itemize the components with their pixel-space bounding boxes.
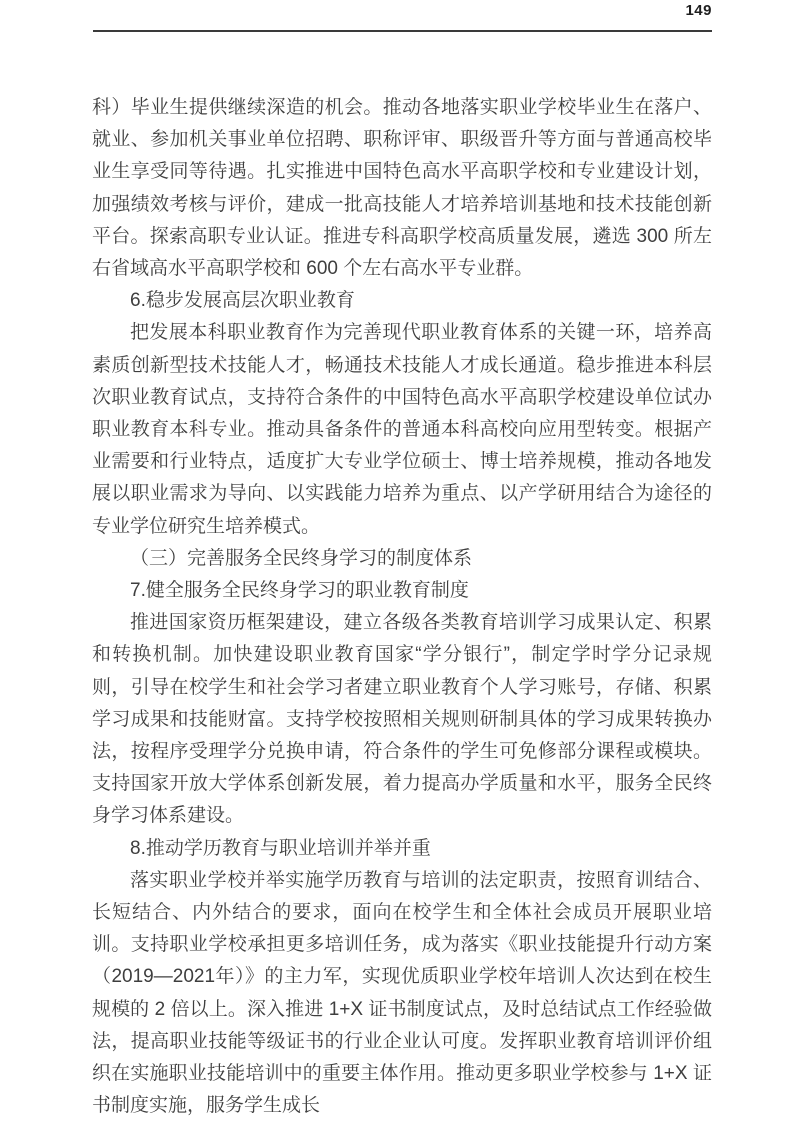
section-heading: 6.稳步发展高层次职业教育	[130, 290, 355, 312]
page-number: 149	[685, 2, 712, 19]
paragraph: 推进国家资历框架建设，建立各级各类教育培训学习成果认定、积累和转换机制。加快建设职业教育国家“学分银行”，制定学时学分记录规则，引导在校学生和社会学习者建立职业教育个人学习账号，存储、积累学习成果和技能财富。支持学校按照相关规则研制具体的学习成果转换办法，按程序受理学分兑换申请，符合条件的学生可免修部分课程或模块。支持国家开放大学体系创新发展，着力提高办学质量和水平，服务全民终身学习体系建设。	[92, 612, 712, 827]
paragraph: 把发展本科职业教育作为完善现代职业教育体系的关键一环，培养高素质创新型技术技能人才，畅通技术技能人才成长通道。稳步推进本科层次职业教育试点，支持符合条件的中国特色高水平高职学校建设单位试办职业教育本科专业。推动具备条件的普通本科高校向应用型转变。根据产业需要和行业特点，适度扩大专业学位硕士、博士培养规模，推动各地发展以职业需求为导向、以实践能力培养为重点、以产学研用结合为途径的专业学位研究生培养模式。	[92, 322, 712, 537]
header-rule	[93, 30, 712, 32]
document-body	[92, 92, 712, 1123]
section-heading: （三）完善服务全民终身学习的制度体系	[130, 547, 473, 569]
section-heading: 8.推动学历教育与职业培训并举并重	[130, 837, 431, 859]
paragraph: 科）毕业生提供继续深造的机会。推动各地落实职业学校毕业生在落户、就业、参加机关事业单位招聘、职称评审、职级晋升等方面与普通高校毕业生享受同等待遇。扎实推进中国特色高水平高职学校和专业建设计划，加强绩效考核与评价，建成一批高技能人才培养培训基地和技术技能创新平台。探索高职专业认证。推进专科高职学校高质量发展，遴选 300 所左右省域高水平高职学校和 600 个左右高水平专业群。	[92, 97, 712, 280]
section-heading: 7.健全服务全民终身学习的职业教育制度	[130, 580, 469, 602]
paragraph: 落实职业学校并举实施学历教育与培训的法定职责，按照育训结合、长短结合、内外结合的要求，面向在校学生和全体社会成员开展职业培训。支持职业学校承担更多培训任务，成为落实《职业技能提升行动方案（2019—2021年）》的主力军，实现优质职业学校年培训人次达到在校生规模的 2 倍以上。深入推进 1+X 证书制度试点，及时总结试点工作经验做法，提高职业技能等级证书的行业企业认可度。发挥职业教育培训评价组织在实施职业技能培训中的重要主体作用。推动更多职业学校参与 1+X 证书制度实施，服务学生成长	[92, 869, 712, 1117]
